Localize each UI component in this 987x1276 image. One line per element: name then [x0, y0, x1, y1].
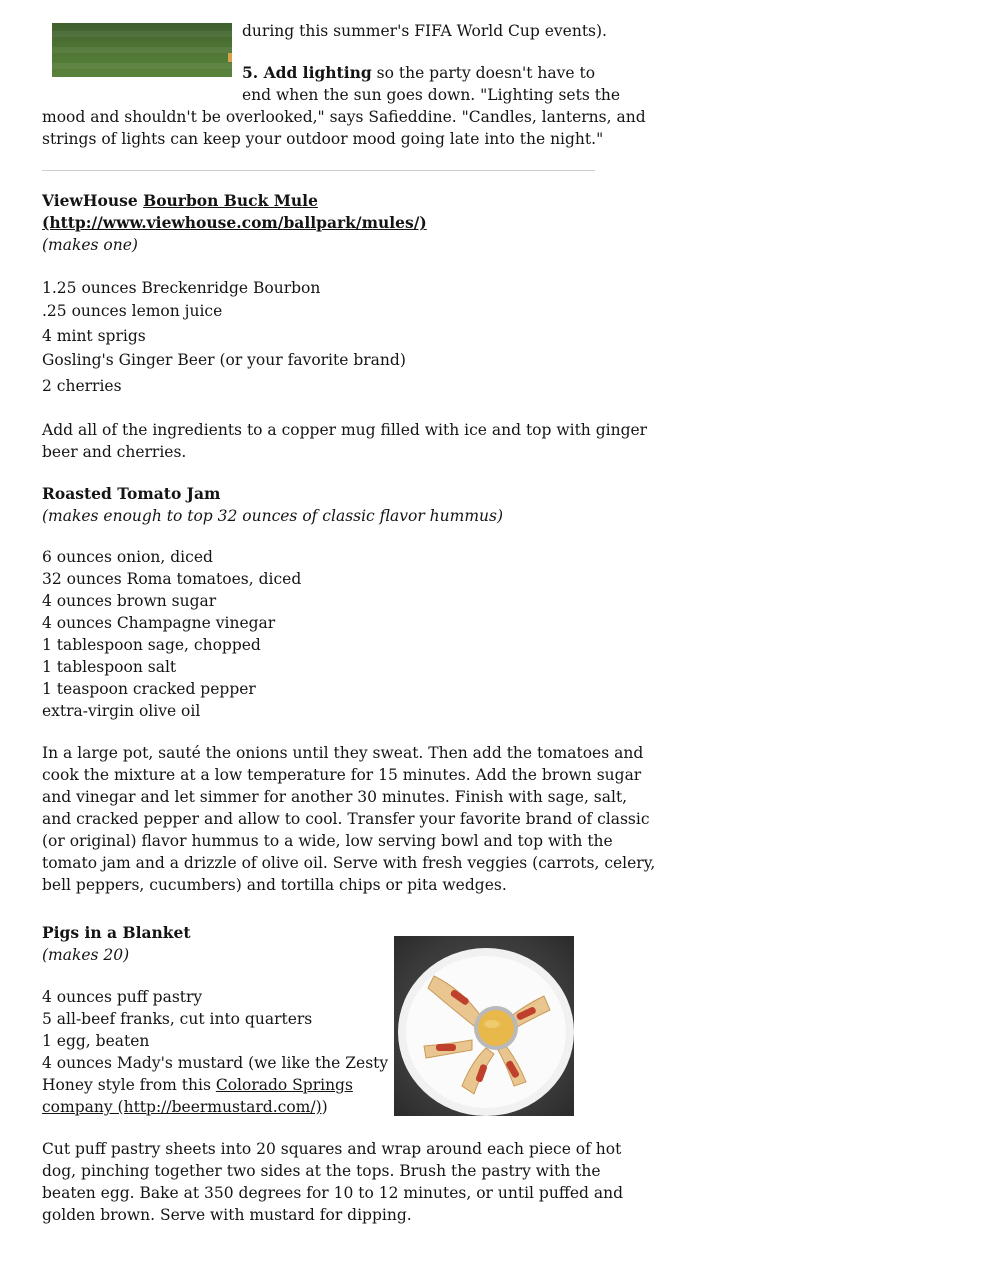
ingredient-item: 6 ounces onion, diced — [42, 548, 213, 566]
section-divider — [42, 170, 595, 171]
tip-5 — [242, 62, 595, 84]
recipe-title-tomato-jam: Roasted Tomato Jam — [42, 484, 221, 503]
directions-line: Cut puff pastry sheets into 20 squares and wrap around each piece of hot — [42, 1140, 622, 1158]
ingredient-item: 32 ounces Roma tomatoes, diced — [42, 570, 302, 588]
tip-5-line: mood and shouldn't be overlooked," says Safieddine. "Candles, lanterns, and — [42, 108, 646, 126]
ingredient-item: Gosling's Ginger Beer (or your favorite brand) — [42, 351, 406, 369]
tip-5-line: strings of lights can keep your outdoor mood going late into the night." — [42, 130, 604, 148]
recipe-yield: (makes 20) — [42, 946, 130, 964]
recipe-title-pigs-in-a-blanket: Pigs in a Blanket — [42, 923, 191, 942]
ingredient-item: 5 all-beef franks, cut into quarters — [42, 1010, 313, 1028]
ingredient-item: 1 tablespoon salt — [42, 658, 177, 676]
mule-recipe-url-link[interactable]: (http://www.viewhouse.com/ballpark/mules/) — [42, 213, 427, 232]
beermustard-link[interactable]: company (http://beermustard.com/) — [42, 1098, 322, 1116]
soccer-field-photo — [52, 23, 232, 77]
ingredient-text: Honey style from this — [42, 1076, 216, 1094]
directions-line: beaten egg. Bake at 350 degrees for 10 to 12 minutes, or until puffed and — [42, 1184, 624, 1202]
directions-line: and cracked pepper and allow to cool. Transfer your favorite brand of classic — [42, 810, 650, 828]
recipe-yield: (makes enough to top 32 ounces of classic flavor hummus) — [42, 507, 504, 525]
ingredient-item: 4 ounces Mady's mustard (we like the Zesty — [42, 1054, 389, 1072]
colorado-springs-link[interactable]: Colorado Springs — [215, 1076, 353, 1094]
recipe-title-mule — [42, 190, 318, 212]
ingredient-text: ) — [321, 1098, 328, 1116]
directions-line: golden brown. Serve with mustard for dipping. — [42, 1206, 412, 1224]
intro-continued-line: during this summer's FIFA World Cup events). — [242, 22, 607, 40]
ingredient-item — [42, 1074, 353, 1096]
ingredient-item: 1 egg, beaten — [42, 1032, 150, 1050]
goal-marker-icon — [228, 53, 232, 62]
recipe-yield: (makes one) — [42, 236, 138, 254]
ingredient-item: 1 teaspoon cracked pepper — [42, 680, 256, 698]
directions-line: bell peppers, cucumbers) and tortilla chips or pita wedges. — [42, 876, 507, 894]
directions-line: In a large pot, sauté the onions until they sweat. Then add the tomatoes and — [42, 744, 644, 762]
ingredient-item: 4 mint sprigs — [42, 327, 146, 345]
ingredient-item: extra-virgin olive oil — [42, 702, 201, 720]
directions-line: Add all of the ingredients to a copper mug filled with ice and top with ginger — [42, 421, 648, 439]
tip-5-text: so the party doesn't have to — [371, 64, 596, 82]
recipe-title-prefix: ViewHouse — [42, 191, 144, 210]
ingredient-item: 1.25 ounces Breckenridge Bourbon — [42, 279, 321, 297]
ingredient-item — [42, 1096, 328, 1118]
ingredient-item: 4 ounces puff pastry — [42, 988, 203, 1006]
directions-line: and vinegar and let simmer for another 30 minutes. Finish with sage, salt, — [42, 788, 628, 806]
ingredient-item: 4 ounces brown sugar — [42, 592, 217, 610]
pigs-in-a-blanket-photo — [394, 936, 574, 1116]
tip-5-title: 5. Add lighting — [242, 63, 372, 82]
directions-line: tomato jam and a drizzle of olive oil. Serve with fresh veggies (carrots, celery, — [42, 854, 656, 872]
ingredient-item: 4 ounces Champagne vinegar — [42, 614, 276, 632]
tip-5-line: end when the sun goes down. "Lighting sets the — [242, 86, 621, 104]
directions-line: cook the mixture at a low temperature for 15 minutes. Add the brown sugar — [42, 766, 642, 784]
ingredient-item: 1 tablespoon sage, chopped — [42, 636, 261, 654]
mule-recipe-link[interactable]: Bourbon Buck Mule — [143, 191, 318, 210]
ingredient-item: .25 ounces lemon juice — [42, 302, 223, 320]
plate-illustration — [394, 936, 574, 1116]
ingredient-item: 2 cherries — [42, 377, 122, 395]
directions-line: (or original) flavor hummus to a wide, low serving bowl and top with the — [42, 832, 613, 850]
directions-line: dog, pinching together two sides at the tops. Brush the pastry with the — [42, 1162, 601, 1180]
directions-line: beer and cherries. — [42, 443, 187, 461]
